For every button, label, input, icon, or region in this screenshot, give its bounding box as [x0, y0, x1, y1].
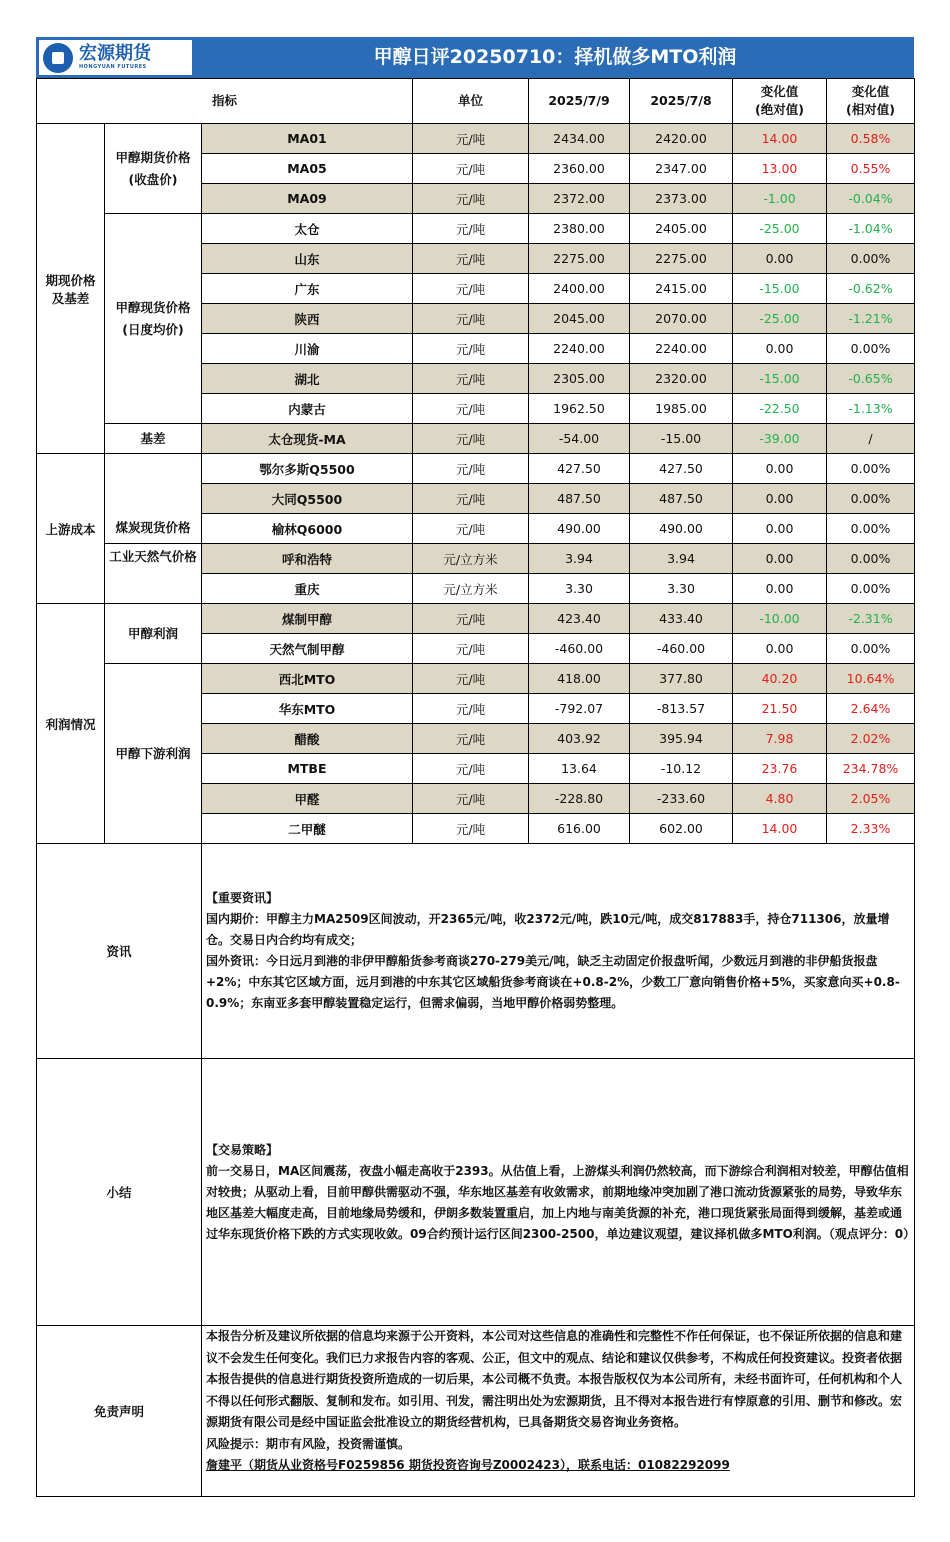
table-row: [37, 544, 915, 574]
row-indicator: MTBE: [202, 754, 413, 784]
row-value-date1: -54.00: [529, 424, 630, 454]
table-row: [37, 424, 915, 454]
row-abs-change: -10.00: [733, 604, 827, 634]
disclaimer-content: [202, 1326, 915, 1497]
row-unit: 元/吨: [413, 664, 529, 694]
row-indicator: 醋酸: [202, 724, 413, 754]
row-abs-change: 0.00: [733, 244, 827, 274]
row-abs-change: 0.00: [733, 544, 827, 574]
col-header-rel-change: 变化值 (相对值): [827, 79, 915, 124]
row-value-date2: 2240.00: [630, 334, 733, 364]
row-value-date1: 2275.00: [529, 244, 630, 274]
row-rel-change: 0.58%: [827, 124, 915, 154]
row-indicator: 天然气制甲醇: [202, 634, 413, 664]
col-header-unit: 单位: [413, 79, 529, 124]
row-unit: 元/吨: [413, 304, 529, 334]
row-rel-change: 234.78%: [827, 754, 915, 784]
row-rel-change: 0.00%: [827, 634, 915, 664]
report: [36, 37, 914, 1497]
row-indicator: 呼和浩特: [202, 544, 413, 574]
row-value-date2: 3.94: [630, 544, 733, 574]
author-info: 詹建平（期货从业资格号F0259856 期货投资咨询号Z0002423），联系电话：01082292099: [206, 1458, 730, 1472]
sub-basis: 基差: [105, 424, 202, 454]
row-value-date1: 418.00: [529, 664, 630, 694]
row-rel-change: 2.33%: [827, 814, 915, 844]
row-value-date2: 2275.00: [630, 244, 733, 274]
news-foreign: 国外资讯：今日远月到港的非伊甲醇船货参考商谈270-279美元/吨，缺乏主动固定价报盘听闻，少数远月到港的非伊船货报盘+2%；中东其它区域方面，远月到港的中东其它区域船货参考商谈在+0.8-2%，少数工厂意向销售价格+5%，买家意向买+0.8-0.9%；东南亚多套甲醇装置稳定运行，但需求偏弱，当地甲醇价格弱势整理。: [206, 954, 900, 1010]
row-value-date1: 3.94: [529, 544, 630, 574]
row-value-date1: -228.80: [529, 784, 630, 814]
row-value-date1: 2240.00: [529, 334, 630, 364]
row-value-date1: 2380.00: [529, 214, 630, 244]
row-unit: 元/立方米: [413, 544, 529, 574]
row-value-date1: -460.00: [529, 634, 630, 664]
row-indicator: MA05: [202, 154, 413, 184]
row-unit: 元/吨: [413, 394, 529, 424]
row-indicator: 陕西: [202, 304, 413, 334]
row-abs-change: -25.00: [733, 304, 827, 334]
row-rel-change: 2.02%: [827, 724, 915, 754]
row-value-date2: -233.60: [630, 784, 733, 814]
report-title: 甲醇日评20250710：择机做多MTO利润: [373, 46, 737, 68]
row-value-date1: 3.30: [529, 574, 630, 604]
row-abs-change: -15.00: [733, 274, 827, 304]
row-abs-change: -22.50: [733, 394, 827, 424]
row-value-date1: 1962.50: [529, 394, 630, 424]
table-row: [37, 664, 915, 694]
row-unit: 元/吨: [413, 694, 529, 724]
row-indicator: 大同Q5500: [202, 484, 413, 514]
row-abs-change: 14.00: [733, 124, 827, 154]
row-value-date1: 427.50: [529, 454, 630, 484]
row-rel-change: 0.55%: [827, 154, 915, 184]
row-indicator: 广东: [202, 274, 413, 304]
row-value-date2: 602.00: [630, 814, 733, 844]
row-rel-change: -1.13%: [827, 394, 915, 424]
row-indicator: 西北MTO: [202, 664, 413, 694]
row-rel-change: -1.21%: [827, 304, 915, 334]
row-rel-change: -2.31%: [827, 604, 915, 634]
category-profit: 利润情况: [37, 604, 105, 844]
row-unit: 元/吨: [413, 244, 529, 274]
report-header: [36, 37, 914, 78]
summary-text: 前一交易日，MA区间震荡，夜盘小幅走高收于2393。从估值上看，上游煤头利润仍然较高，而下游综合利润相对较差，甲醇估值相对较贵；从驱动上看，目前甲醇供需驱动不强，华东地区基差有收敛需求，前期地缘冲突加剧了港口流动货源紧张的局势，导致华东地区基差大幅度走高，目前地缘局势缓和，伊朗多数装置重启，加上内地与南美货源的补充，港口现货紧张局面得到缓解，基差或通过华东现货价格下跌的方式实现收敛。09合约预计运行区间2300-2500，单边建议观望，建议择机做多MTO利润。（观点评分：0）: [206, 1163, 916, 1241]
row-abs-change: 0.00: [733, 574, 827, 604]
category-upstream-cost: 上游成本: [37, 454, 105, 604]
row-indicator: 太仓现货-MA: [202, 424, 413, 454]
row-value-date2: 433.40: [630, 604, 733, 634]
row-value-date1: 2360.00: [529, 154, 630, 184]
row-abs-change: -39.00: [733, 424, 827, 454]
row-rel-change: -0.04%: [827, 184, 915, 214]
col-header-indicator: 指标: [37, 79, 413, 124]
row-value-date2: 2415.00: [630, 274, 733, 304]
summary-label: 小结: [37, 1059, 202, 1326]
row-indicator: 二甲醚: [202, 814, 413, 844]
row-abs-change: 13.00: [733, 154, 827, 184]
row-rel-change: 0.00%: [827, 454, 915, 484]
table-row: [37, 124, 915, 154]
row-value-date1: 490.00: [529, 514, 630, 544]
row-value-date2: 427.50: [630, 454, 733, 484]
row-value-date2: 2373.00: [630, 184, 733, 214]
row-value-date1: 423.40: [529, 604, 630, 634]
summary-content: [202, 1059, 915, 1326]
news-label: 资讯: [37, 844, 202, 1059]
row-indicator: MA09: [202, 184, 413, 214]
news-content: [202, 844, 915, 1059]
data-table: [36, 78, 915, 844]
row-rel-change: -1.04%: [827, 214, 915, 244]
news-heading: 【重要资讯】: [206, 891, 279, 905]
table-row: [37, 454, 915, 484]
row-value-date2: -813.57: [630, 694, 733, 724]
summary-heading: 【交易策略】: [206, 1142, 279, 1157]
row-indicator: 重庆: [202, 574, 413, 604]
row-value-date1: -792.07: [529, 694, 630, 724]
row-unit: 元/吨: [413, 214, 529, 244]
row-indicator: 湖北: [202, 364, 413, 394]
row-indicator: 山东: [202, 244, 413, 274]
row-indicator: MA01: [202, 124, 413, 154]
row-rel-change: 0.00%: [827, 514, 915, 544]
sub-methanol-profit: 甲醇利润: [105, 604, 202, 664]
row-indicator: 川渝: [202, 334, 413, 364]
sub-gas-price: 工业天然气价格: [105, 544, 202, 604]
table-row: [37, 604, 915, 634]
row-value-date2: 2347.00: [630, 154, 733, 184]
row-unit: 元/吨: [413, 424, 529, 454]
row-value-date1: 2372.00: [529, 184, 630, 214]
table-header-row: [37, 79, 915, 124]
row-indicator: 华东MTO: [202, 694, 413, 724]
sub-downstream-profit: 甲醇下游利润: [105, 664, 202, 844]
row-abs-change: 0.00: [733, 334, 827, 364]
sub-futures-price: 甲醇期货价格 (收盘价): [105, 124, 202, 214]
row-unit: 元/吨: [413, 364, 529, 394]
row-rel-change: 2.64%: [827, 694, 915, 724]
row-value-date2: 2420.00: [630, 124, 733, 154]
disclaimer-label: 免责声明: [37, 1326, 202, 1497]
summary-row: [37, 1059, 915, 1326]
row-value-date1: 2045.00: [529, 304, 630, 334]
disclaimer-row: [37, 1326, 915, 1497]
sub-spot-price: 甲醇现货价格 (日度均价): [105, 214, 202, 424]
row-rel-change: 0.00%: [827, 544, 915, 574]
category-futures-basis: 期现价格 及基差: [37, 124, 105, 454]
row-value-date2: -15.00: [630, 424, 733, 454]
row-value-date2: 487.50: [630, 484, 733, 514]
row-rel-change: 0.00%: [827, 574, 915, 604]
row-value-date2: 3.30: [630, 574, 733, 604]
row-indicator: 甲醛: [202, 784, 413, 814]
row-unit: 元/吨: [413, 154, 529, 184]
row-abs-change: 40.20: [733, 664, 827, 694]
row-value-date2: 490.00: [630, 514, 733, 544]
row-value-date1: 2305.00: [529, 364, 630, 394]
row-abs-change: 23.76: [733, 754, 827, 784]
row-indicator: 榆林Q6000: [202, 514, 413, 544]
row-abs-change: -1.00: [733, 184, 827, 214]
row-abs-change: 14.00: [733, 814, 827, 844]
logo-name-cn: 宏源期货: [79, 43, 151, 64]
row-rel-change: 0.00%: [827, 334, 915, 364]
row-unit: 元/吨: [413, 724, 529, 754]
row-rel-change: 10.64%: [827, 664, 915, 694]
news-domestic: 国内期价：甲醇主力MA2509区间波动，开2365元/吨，收2372元/吨，跌10元/吨，成交817883手，持仓711306，放量增仓。交易日内合约均有成交；: [206, 912, 890, 947]
row-value-date2: 2405.00: [630, 214, 733, 244]
row-value-date2: 1985.00: [630, 394, 733, 424]
row-rel-change: -0.62%: [827, 274, 915, 304]
risk-note: 风险提示：期市有风险，投资需谨慎。: [206, 1436, 411, 1451]
row-unit: 元/吨: [413, 754, 529, 784]
logo-name-en: HONGYUAN FUTURES: [79, 64, 147, 70]
commentary-table: [36, 843, 915, 1497]
row-rel-change: 0.00%: [827, 244, 915, 274]
row-value-date2: 395.94: [630, 724, 733, 754]
row-rel-change: /: [827, 424, 915, 454]
row-rel-change: 2.05%: [827, 784, 915, 814]
row-value-date1: 13.64: [529, 754, 630, 784]
col-header-date2: 2025/7/8: [630, 79, 733, 124]
row-unit: 元/吨: [413, 784, 529, 814]
row-value-date1: 2400.00: [529, 274, 630, 304]
row-abs-change: 4.80: [733, 784, 827, 814]
row-unit: 元/吨: [413, 814, 529, 844]
row-unit: 元/吨: [413, 454, 529, 484]
row-unit: 元/吨: [413, 124, 529, 154]
row-value-date1: 403.92: [529, 724, 630, 754]
row-unit: 元/吨: [413, 514, 529, 544]
row-indicator: 鄂尔多斯Q5500: [202, 454, 413, 484]
news-row: [37, 844, 915, 1059]
row-indicator: 太仓: [202, 214, 413, 244]
row-unit: 元/吨: [413, 634, 529, 664]
row-unit: 元/立方米: [413, 574, 529, 604]
row-abs-change: 21.50: [733, 694, 827, 724]
row-unit: 元/吨: [413, 334, 529, 364]
row-indicator: 内蒙古: [202, 394, 413, 424]
row-rel-change: -0.65%: [827, 364, 915, 394]
row-unit: 元/吨: [413, 274, 529, 304]
row-value-date1: 616.00: [529, 814, 630, 844]
row-value-date2: 2320.00: [630, 364, 733, 394]
logo-icon: [43, 43, 73, 73]
row-abs-change: 0.00: [733, 514, 827, 544]
row-indicator: 煤制甲醇: [202, 604, 413, 634]
row-unit: 元/吨: [413, 184, 529, 214]
row-abs-change: 0.00: [733, 454, 827, 484]
row-abs-change: 0.00: [733, 484, 827, 514]
col-header-abs-change: 变化值 (绝对值): [733, 79, 827, 124]
row-value-date2: 377.80: [630, 664, 733, 694]
row-unit: 元/吨: [413, 484, 529, 514]
sub-coal-price: 煤炭现货价格: [105, 454, 202, 544]
row-abs-change: 7.98: [733, 724, 827, 754]
disclaimer-text: 本报告分析及建议所依据的信息均来源于公开资料，本公司对这些信息的准确性和完整性不作任何保证，也不保证所依据的信息和建议不会发生任何变化。我们已力求报告内容的客观、公正，但文中的观点、结论和建议仅供参考，不构成任何投资建议。投资者依据本报告提供的信息进行期货投资所造成的一切后果，本公司概不负责。本报告版权仅为本公司所有，未经书面许可，任何机构和个人不得以任何形式翻版、复制和发布。如引用、刊发，需注明出处为宏源期货，且不得对本报告进行有悖原意的引用、删节和修改。宏源期货有限公司是经中国证监会批准设立的期货经营机构，已具备期货交易咨询业务资格。: [206, 1329, 903, 1429]
row-abs-change: 0.00: [733, 634, 827, 664]
row-value-date2: 2070.00: [630, 304, 733, 334]
row-abs-change: -25.00: [733, 214, 827, 244]
row-value-date1: 487.50: [529, 484, 630, 514]
row-value-date2: -10.12: [630, 754, 733, 784]
row-value-date2: -460.00: [630, 634, 733, 664]
row-abs-change: -15.00: [733, 364, 827, 394]
company-logo: [39, 40, 192, 75]
row-rel-change: 0.00%: [827, 484, 915, 514]
table-row: [37, 214, 915, 244]
row-value-date1: 2434.00: [529, 124, 630, 154]
row-unit: 元/吨: [413, 604, 529, 634]
col-header-date1: 2025/7/9: [529, 79, 630, 124]
